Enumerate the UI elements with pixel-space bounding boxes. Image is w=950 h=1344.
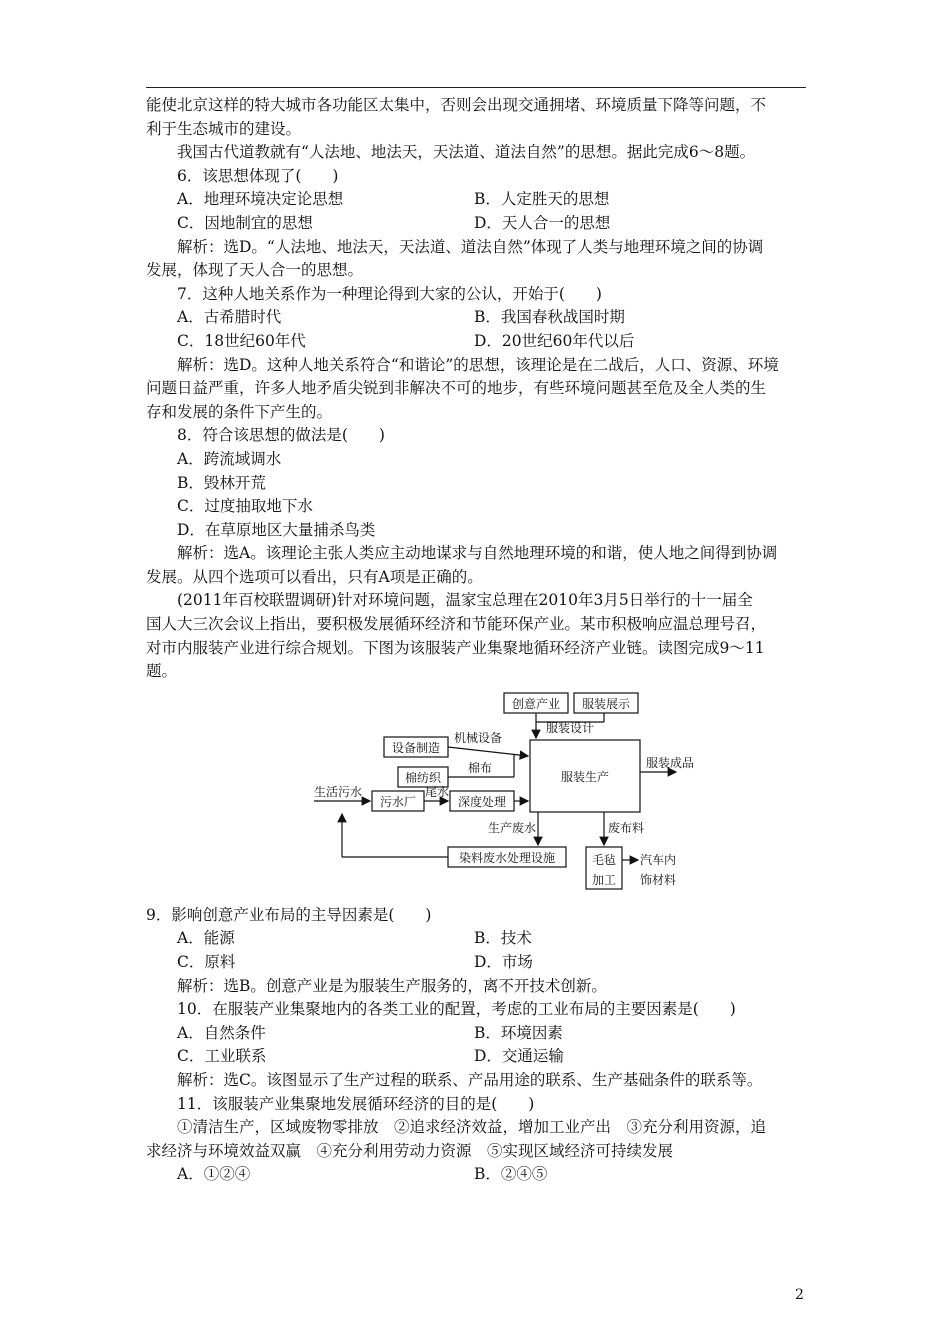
q10-option-b: B．环境因素 [474, 1023, 563, 1042]
q10-option-d: D．交通运输 [474, 1047, 564, 1066]
label-production: 服装生产 [560, 769, 610, 784]
q9-option-b: B．技术 [474, 929, 532, 948]
label-show: 服装展示 [581, 696, 631, 711]
q11-option-a: A．①②④ [177, 1165, 251, 1184]
label-felt-2: 加工 [591, 872, 617, 887]
q11-items: ①清洁生产，区域废物零排放 ②追求经济效益，增加工业产出 ③充分利用资源，追 [177, 1118, 767, 1137]
q6-8-stem: 我国古代道教就有“人法地、地法天，天法道、道法自然”的思想。据此完成6～8题。 [177, 143, 756, 162]
q10-option-a: A．自然条件 [177, 1023, 266, 1042]
q9-11-stem: 题。 [146, 662, 178, 681]
label-deep-treatment: 深度处理 [457, 794, 507, 809]
q11-option-b: B．②④⑤ [474, 1165, 548, 1184]
q7-option-a: A．古希腊时代 [177, 308, 282, 327]
q8-option-d: D．在草原地区大量捕杀鸟类 [177, 520, 376, 539]
label-equip-make: 设备制造 [391, 740, 441, 755]
q11-options-row1 [146, 1163, 808, 1187]
intro-line: 利于生态城市的建设。 [146, 119, 302, 138]
q9-options-row1 [146, 927, 808, 951]
q7-option-d: D．20世纪60年代以后 [474, 331, 635, 350]
q8-option-c: C．过度抽取地下水 [177, 497, 313, 516]
q7-analysis: 存和发展的条件下产生的。 [146, 402, 333, 421]
q10-analysis: 解析：选C。该图显示了生产过程的联系、产品用途的联系、生产基础条件的联系等。 [177, 1071, 763, 1089]
q10-options-row1 [146, 1022, 808, 1046]
q6-option-d: D．天人合一的思想 [474, 213, 611, 232]
document-body [146, 94, 808, 1187]
q6-analysis: 发展，体现了天人合一的思想。 [146, 261, 364, 280]
header-rule [146, 87, 806, 88]
q6-options-row2 [146, 212, 808, 236]
q8-option-b: B．毁林开荒 [177, 473, 266, 492]
q6-stem: 6．该思想体现了( ) [177, 166, 339, 185]
diagram-svg [146, 690, 808, 902]
q10-options-row2 [146, 1045, 808, 1069]
label-dye-facility: 染料废水处理设施 [458, 850, 556, 865]
label-prod-wastewater: 生产废水 [488, 820, 537, 835]
q7-option-b: B．我国春秋战国时期 [474, 308, 625, 327]
q6-analysis: 解析：选D。“人法地、地法天，天法道、道法自然”体现了人类与地理环境之间的协调 [177, 237, 764, 256]
label-waste-material: 废布料 [608, 820, 645, 835]
q8-option-a: A．跨流域调水 [177, 449, 282, 468]
label-domestic-sewage: 生活污水 [314, 784, 363, 799]
q11-items: 求经济与环境效益双赢 ④充分利用劳动力资源 ⑤实现区域经济可持续发展 [146, 1141, 674, 1160]
q10-stem: 10．在服装产业集聚地内的各类工业的配置，考虑的工业布局的主要因素是( ) [177, 1000, 736, 1019]
q7-stem: 7．这种人地关系作为一种理论得到大家的公认，开始于( ) [177, 284, 602, 303]
q10-option-c: C．工业联系 [177, 1047, 267, 1066]
label-sewage-plant: 污水厂 [379, 794, 417, 809]
q7-options-row2 [146, 330, 808, 354]
label-finished: 服装成品 [646, 755, 695, 770]
q7-options-row1 [146, 306, 808, 330]
q9-analysis: 解析：选B。创意产业是为服装生产服务的，离不开技术创新。 [177, 976, 607, 995]
q6-options-row1 [146, 188, 808, 212]
label-machinery: 机械设备 [454, 730, 503, 745]
q9-option-a: A．能源 [177, 929, 235, 948]
label-tail-water: 尾水 [425, 784, 450, 799]
label-car-2: 饰材料 [640, 872, 677, 887]
q6-option-b: B．人定胜天的思想 [474, 190, 610, 209]
q8-stem: 8．符合该思想的做法是( ) [177, 426, 385, 445]
q8-analysis: 解析：选A。该理论主张人类应主动地谋求与自然地理环境的和谐，使人地之间得到协调 [177, 544, 778, 563]
label-cotton: 棉布 [468, 760, 493, 775]
q9-11-stem: (2011年百校联盟调研)针对环境问题，温家宝总理在2010年3月5日举行的十一届全 [177, 591, 753, 610]
label-creative: 创意产业 [511, 696, 561, 711]
q8-analysis: 发展。从四个选项可以看出，只有A项是正确的。 [146, 567, 483, 586]
q6-option-c: C．因地制宜的思想 [177, 213, 313, 232]
q9-option-d: D．市场 [474, 953, 533, 972]
q7-analysis: 解析：选D。这种人地关系符合“和谐论”的思想，该理论是在二战后，人口、资源、环境 [177, 355, 779, 374]
q9-option-c: C．原料 [177, 953, 236, 972]
q9-11-stem: 国人大三次会议上指出，要积极发展循环经济和节能环保产业。某市积极响应温总理号召， [146, 615, 767, 634]
q9-stem: 9．影响创意产业布局的主导因素是( ) [146, 905, 432, 924]
label-felt-1: 毛毡 [591, 852, 617, 867]
q6-option-a: A．地理环境决定论思想 [177, 190, 344, 209]
q11-stem: 11．该服装产业集聚地发展循环经济的目的是( ) [177, 1094, 535, 1113]
q9-11-stem: 对市内服装产业进行综合规划。下图为该服装产业集聚地循环经济产业链。读图完成9～11 [146, 638, 765, 657]
label-design: 服装设计 [546, 720, 595, 735]
label-cotton-mill: 棉纺织 [404, 770, 442, 785]
label-car-1: 汽车内 [640, 852, 677, 867]
q7-analysis: 问题日益严重，许多人地矛盾尖锐到非解决不可的地步，有些环境问题甚至危及全人类的生 [146, 379, 767, 398]
page-number: 2 [795, 1287, 804, 1303]
q7-option-c: C．18世纪60年代 [177, 331, 306, 350]
q9-options-row2 [146, 951, 808, 975]
intro-line: 能使北京这样的特大城市各功能区太集中，否则会出现交通拥堵、环境质量下降等问题，不 [146, 96, 767, 114]
industry-chain-diagram [146, 690, 808, 902]
